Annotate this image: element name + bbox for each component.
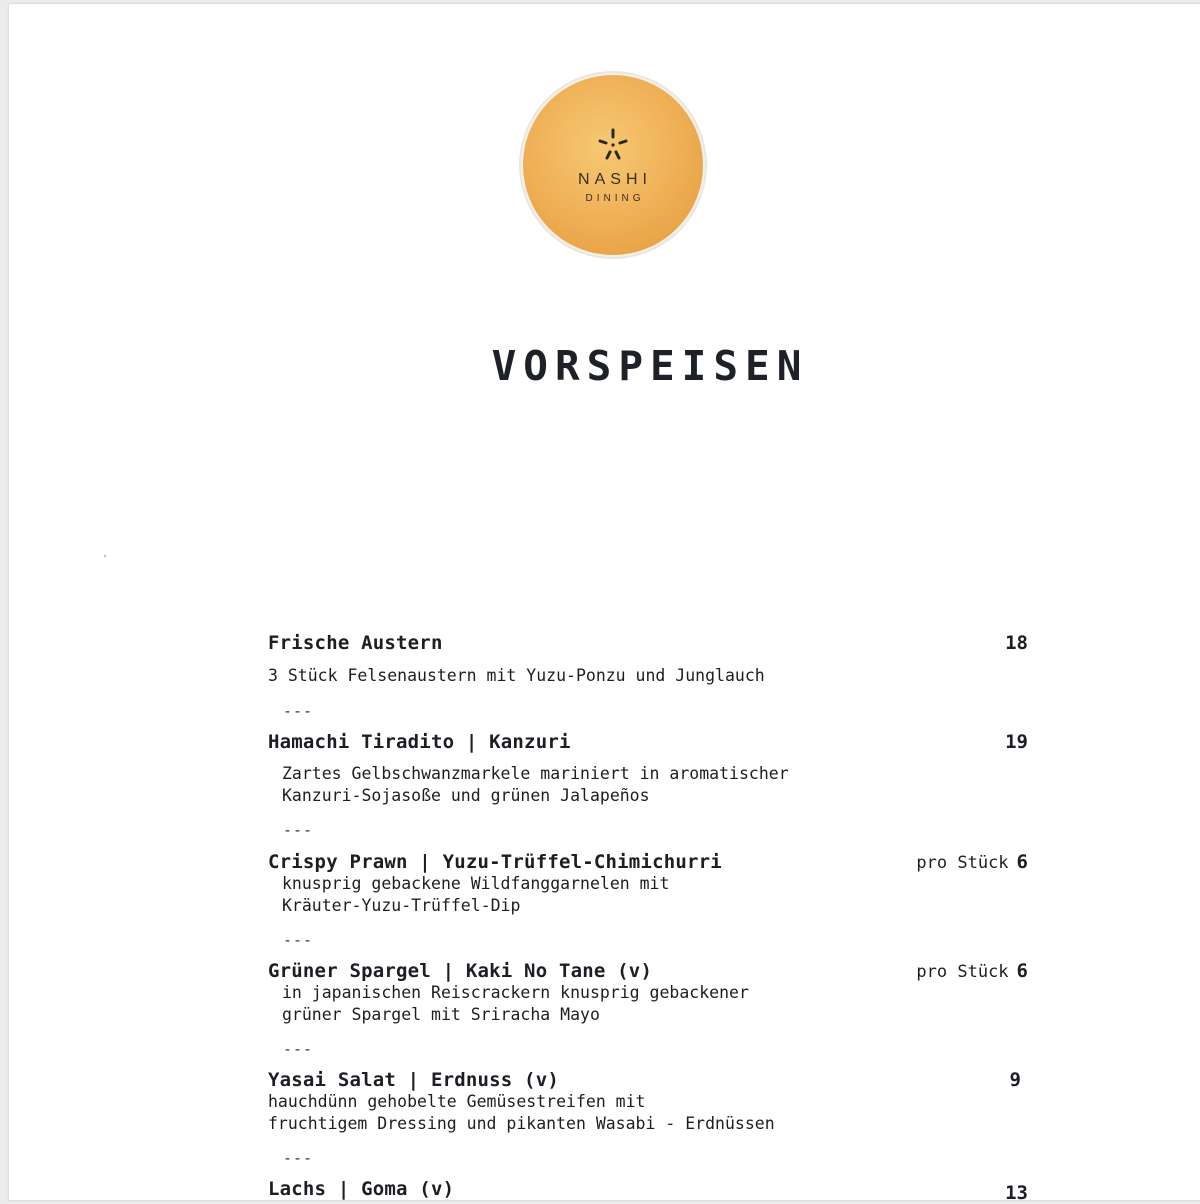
item-description-line: knusprig gebackene Wildfanggarnelen mit <box>282 874 670 893</box>
separator: --- <box>283 821 314 839</box>
item-price-value: 18 <box>1005 632 1028 654</box>
item-price <box>916 851 1028 873</box>
logo-name: NASHI <box>578 171 652 188</box>
menu-item <box>268 1178 1028 1204</box>
item-name: Frische Austern <box>268 632 443 654</box>
menu-item <box>268 1069 1028 1135</box>
separator: --- <box>283 1040 314 1058</box>
item-price-unit: pro Stück <box>916 853 1009 873</box>
item-price-unit: pro Stück <box>916 962 1009 982</box>
item-price <box>1005 1182 1028 1204</box>
menu-item <box>268 960 1028 1026</box>
separator: --- <box>283 931 314 949</box>
separator: --- <box>283 1149 314 1167</box>
item-name: Lachs | Goma (v) <box>268 1178 455 1200</box>
item-description-line: Kräuter-Yuzu-Trüffel-Dip <box>282 896 521 915</box>
sparkle-icon <box>595 128 631 164</box>
separator: --- <box>283 702 314 720</box>
menu-page <box>9 4 1200 1204</box>
item-description-line: grüner Spargel mit Sriracha Mayo <box>282 1005 600 1024</box>
item-description-line: fruchtigem Dressing und pikanten Wasabi - Erdnüssen <box>268 1114 775 1133</box>
item-description <box>268 982 1028 1026</box>
restaurant-logo <box>523 75 703 255</box>
item-price <box>1005 632 1028 654</box>
item-description <box>268 873 1028 917</box>
item-description-line: Zartes Gelbschwanzmarkele mariniert in aromatischer <box>282 764 789 783</box>
item-description <box>268 665 1028 687</box>
item-name: Crispy Prawn | Yuzu-Trüffel-Chimichurri <box>268 851 722 873</box>
logo-subtitle: DINING <box>585 193 645 204</box>
item-name: Yasai Salat | Erdnuss (v) <box>268 1069 559 1091</box>
item-price <box>916 960 1028 982</box>
section-title: VORSPEISEN <box>491 342 809 390</box>
item-price-value: 9 <box>1009 1069 1021 1091</box>
item-price-value: 19 <box>1005 731 1028 753</box>
item-price <box>1005 731 1028 753</box>
menu-item <box>268 731 1028 807</box>
item-description-line: Kanzuri-Sojasoße und grünen Jalapeños <box>282 786 650 805</box>
menu-item <box>268 851 1028 917</box>
item-description <box>268 1091 1028 1135</box>
item-price-value: 13 <box>1005 1182 1028 1204</box>
menu-item <box>268 632 1028 687</box>
item-name: Hamachi Tiradito | Kanzuri <box>268 731 571 753</box>
item-description-line: hauchdünn gehobelte Gemüsestreifen mit <box>268 1092 646 1111</box>
item-price-value: 6 <box>1016 851 1028 873</box>
item-description <box>268 763 1028 807</box>
item-price-value: 6 <box>1016 960 1028 982</box>
scan-speck <box>104 555 106 557</box>
item-name: Grüner Spargel | Kaki No Tane (v) <box>268 960 653 982</box>
item-description-line: 3 Stück Felsenaustern mit Yuzu-Ponzu und Junglauch <box>268 666 765 685</box>
item-description-line: in japanischen Reiscrackern knusprig gebackener <box>282 983 749 1002</box>
item-price <box>1010 1069 1021 1091</box>
